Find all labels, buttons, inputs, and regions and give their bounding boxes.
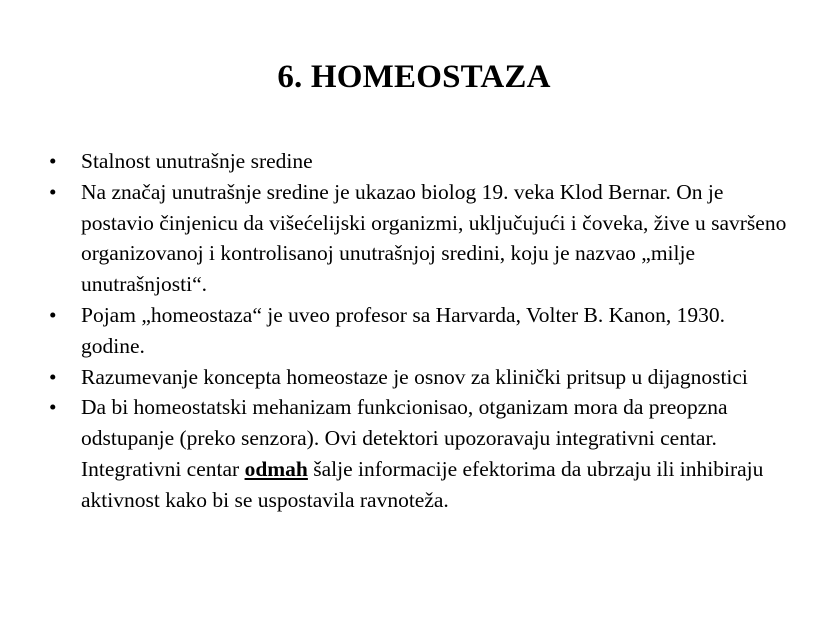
bullet-text-5-after: šalje informacije efektorima da ubrzaju ili inhibiraju aktivnost kako bi se uspostavila ravnoteža. <box>81 456 764 512</box>
bullet-text-2: Na značaj unutrašnje sredine je ukazao biolog 19. veka Klod Bernar. On je postavio činjenicu da višećelijski organizmi, uključujući i čoveka, žive u savršeno organizovanoj i kontrolisanoj unutrašnjoj sredini, koju je nazvao „milje unutrašnjosti“. <box>81 179 787 297</box>
bullet-text-5-before: Da bi homeostatski mehanizam funkcionisao, otganizam mora da preopzna odstupanje (preko senzora). Ovi detektori upozoravaju integrativni centar. Integrativni centar <box>81 395 728 481</box>
bullet-point-icon: • <box>49 364 57 389</box>
emphasized-word: odmah <box>244 456 308 481</box>
bullet-point-icon: • <box>49 149 57 173</box>
list-item <box>44 362 788 393</box>
bullet-point-icon: • <box>49 179 57 204</box>
list-item <box>44 146 788 177</box>
bullet-point-icon: • <box>49 302 57 327</box>
list-item <box>44 177 788 300</box>
bullet-text-3: Pojam „homeostaza“ je uveo profesor sa Harvarda, Volter B. Kanon, 1930. godine. <box>81 302 726 358</box>
list-item <box>44 300 788 362</box>
slide-body <box>44 146 788 516</box>
bullet-text-4: Razumevanje koncepta homeostaze je osnov za klinički pritsup u dijagnostici <box>81 364 748 389</box>
bullet-text-1: Stalnost unutrašnje sredine <box>81 149 313 173</box>
bullet-text-5 <box>81 392 788 515</box>
page-title: 6. HOMEOSTAZA <box>277 59 551 95</box>
bullet-point-icon: • <box>49 395 57 420</box>
list-item <box>44 392 788 515</box>
bullet-list <box>44 146 788 516</box>
